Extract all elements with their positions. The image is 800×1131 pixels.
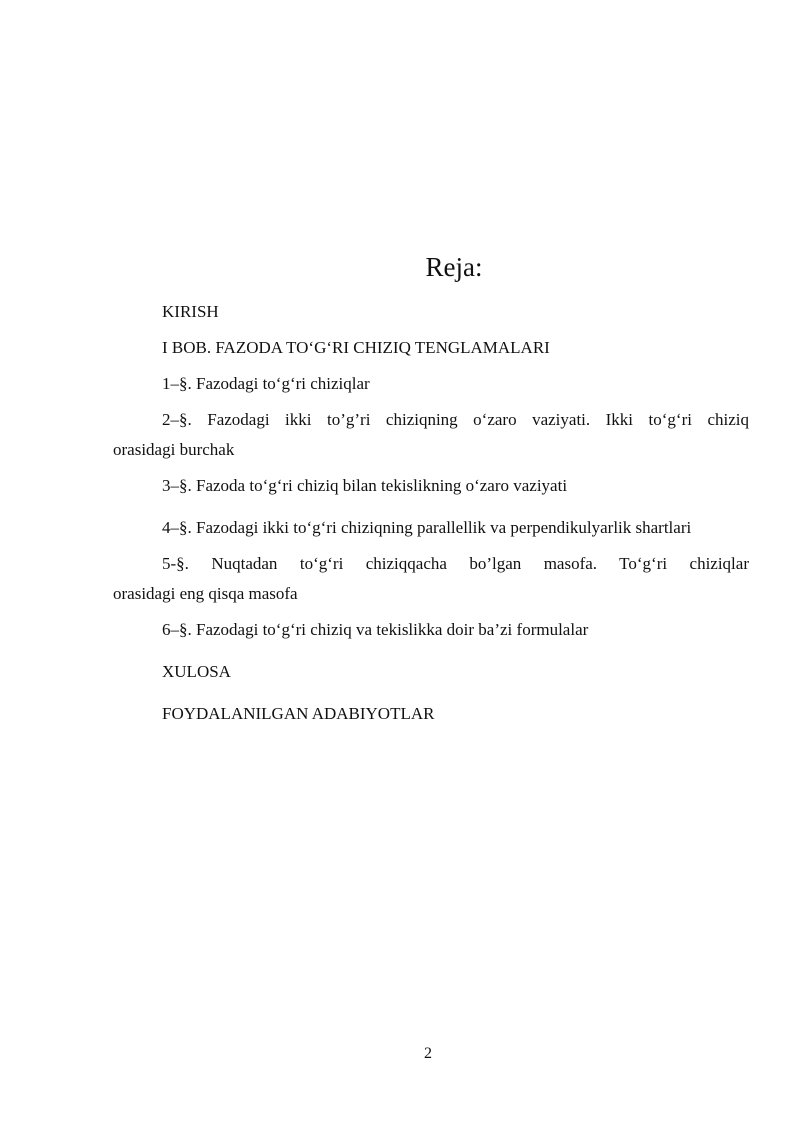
- toc-item-section-3: 3–§. Fazoda to‘g‘ri chiziq bilan tekislikning o‘zaro vaziyati: [162, 476, 568, 495]
- toc-item-conclusion: XULOSA: [162, 662, 231, 681]
- page-title: Reja:: [425, 252, 483, 282]
- toc-item-bibliography: FOYDALANILGAN ADABIYOTLAR: [162, 704, 435, 723]
- toc-item-introduction: KIRISH: [162, 302, 219, 321]
- toc-item-section-1: 1–§. Fazodagi to‘g‘ri chiziqlar: [162, 374, 370, 393]
- table-of-contents: [113, 297, 749, 729]
- toc-item-section-5-line-1: 5-§. Nuqtadan to‘g‘ri chiziqqacha bo’lgan masofa. To‘g‘ri chiziqlar: [162, 554, 749, 573]
- page-number: 2: [424, 1045, 432, 1062]
- toc-item-chapter-1: I BOB. FAZODA TO‘G‘RI CHIZIQ TENGLAMALARI: [162, 338, 550, 357]
- toc-item-section-2-line-2: orasidagi burchak: [113, 440, 235, 459]
- toc-item-section-2: [113, 405, 749, 465]
- toc-item-section-4: 4–§. Fazodagi ikki to‘g‘ri chiziqning parallellik va perpendikulyarlik shartlari: [162, 518, 692, 537]
- toc-item-section-5: [113, 549, 749, 609]
- toc-item-section-6: 6–§. Fazodagi to‘g‘ri chiziq va tekislikka doir ba’zi formulalar: [162, 620, 589, 639]
- toc-item-section-5-line-2: orasidagi eng qisqa masofa: [113, 584, 298, 603]
- toc-item-section-2-line-1: 2–§. Fazodagi ikki to’g’ri chiziqning o‘zaro vaziyati. Ikki to‘g‘ri chiziq: [162, 410, 749, 429]
